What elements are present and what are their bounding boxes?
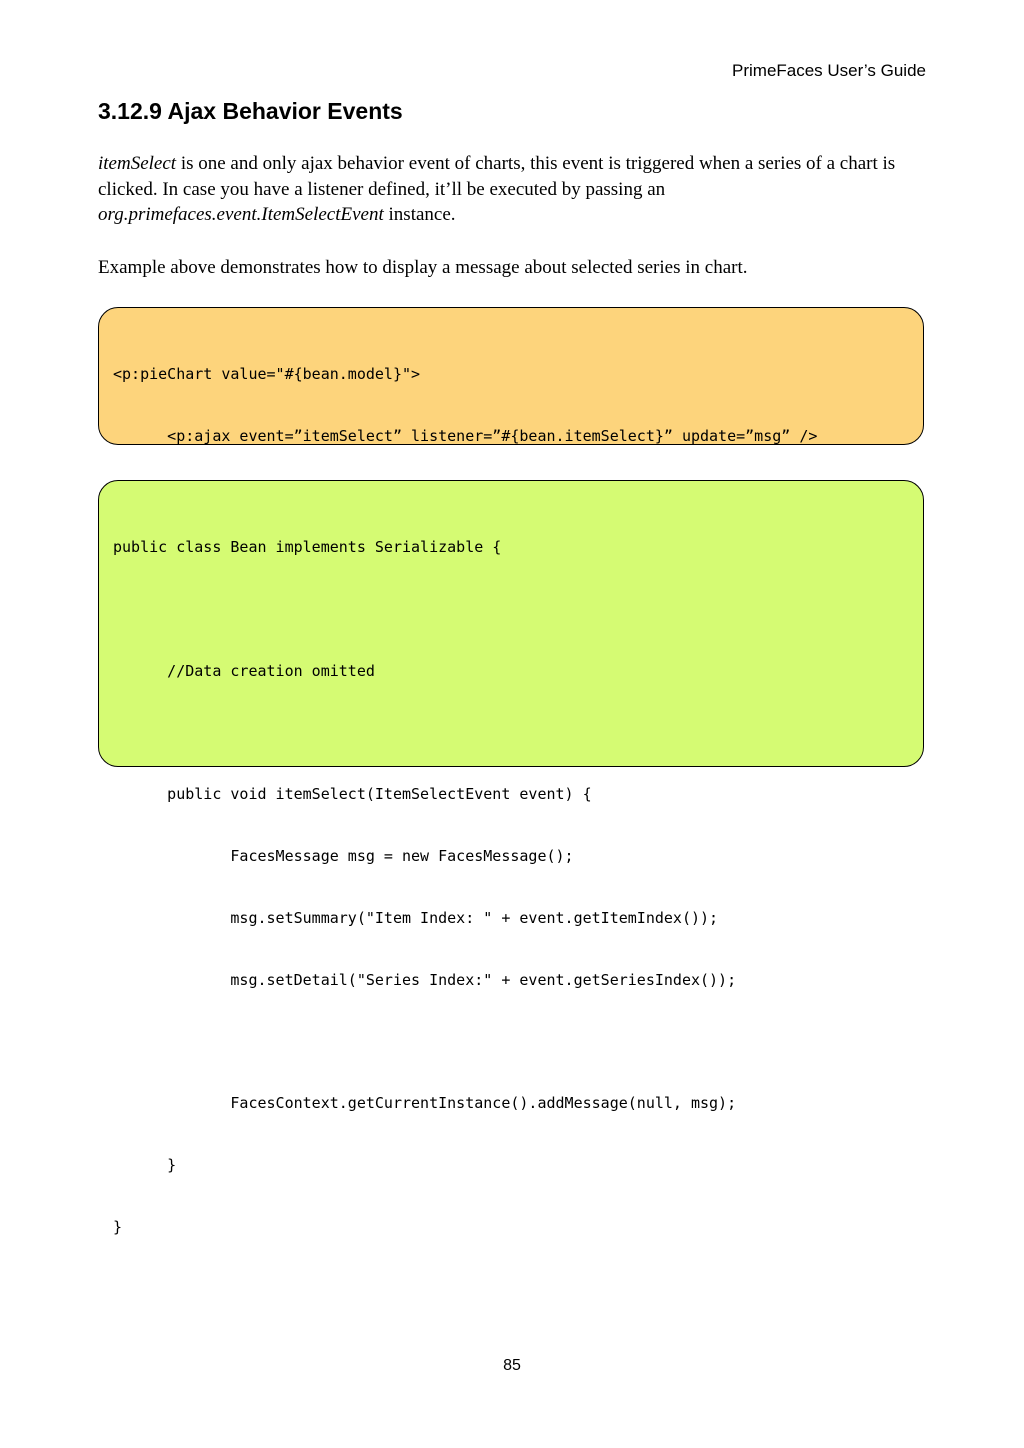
running-header: PrimeFaces User’s Guide [732, 61, 926, 80]
intro-text-b: instance. [383, 204, 456, 225]
code-line: msg.setDetail("Series Index:" + event.getSeriesIndex()); [113, 970, 737, 989]
code-line: } [113, 1156, 177, 1174]
intro-paragraph [98, 151, 928, 228]
code-line: FacesContext.getCurrentInstance().addMessage(null, msg); [113, 1094, 737, 1113]
section-title: 3.12.9 Ajax Behavior Events [98, 98, 403, 124]
code-line: <p:pieChart value="#{bean.model}"> [113, 365, 421, 384]
page-number: 85 [503, 1357, 521, 1374]
code-line: } [113, 1217, 123, 1236]
event-name-emphasis: itemSelect [98, 153, 177, 174]
code-line: <p:ajax event=”itemSelect” listener=”#{bean.itemSelect}” update=”msg” /> [113, 426, 818, 445]
xhtml-code-block [98, 307, 924, 445]
code-line: FacesMessage msg = new FacesMessage(); [113, 847, 574, 866]
example-paragraph: Example above demonstrates how to display a message about selected series in chart. [98, 257, 748, 278]
code-line [113, 1031, 923, 1052]
java-code-block [98, 480, 924, 1236]
code-line [113, 723, 923, 744]
event-class-emphasis: org.primefaces.event.ItemSelectEvent [98, 204, 384, 225]
code-line: //Data creation omitted [113, 661, 375, 680]
code-line: public class Bean implements Serializable { [113, 538, 502, 557]
code-line: msg.setSummary("Item Index: " + event.getItemIndex()); [113, 908, 719, 927]
code-line [113, 599, 923, 620]
code-line: public void itemSelect(ItemSelectEvent event) { [113, 785, 592, 804]
intro-text-a: is one and only ajax behavior event of charts, this event is triggered when a series of a chart is clicked. In case you have a listener defined, it’ll be executed by passing an [98, 153, 896, 200]
